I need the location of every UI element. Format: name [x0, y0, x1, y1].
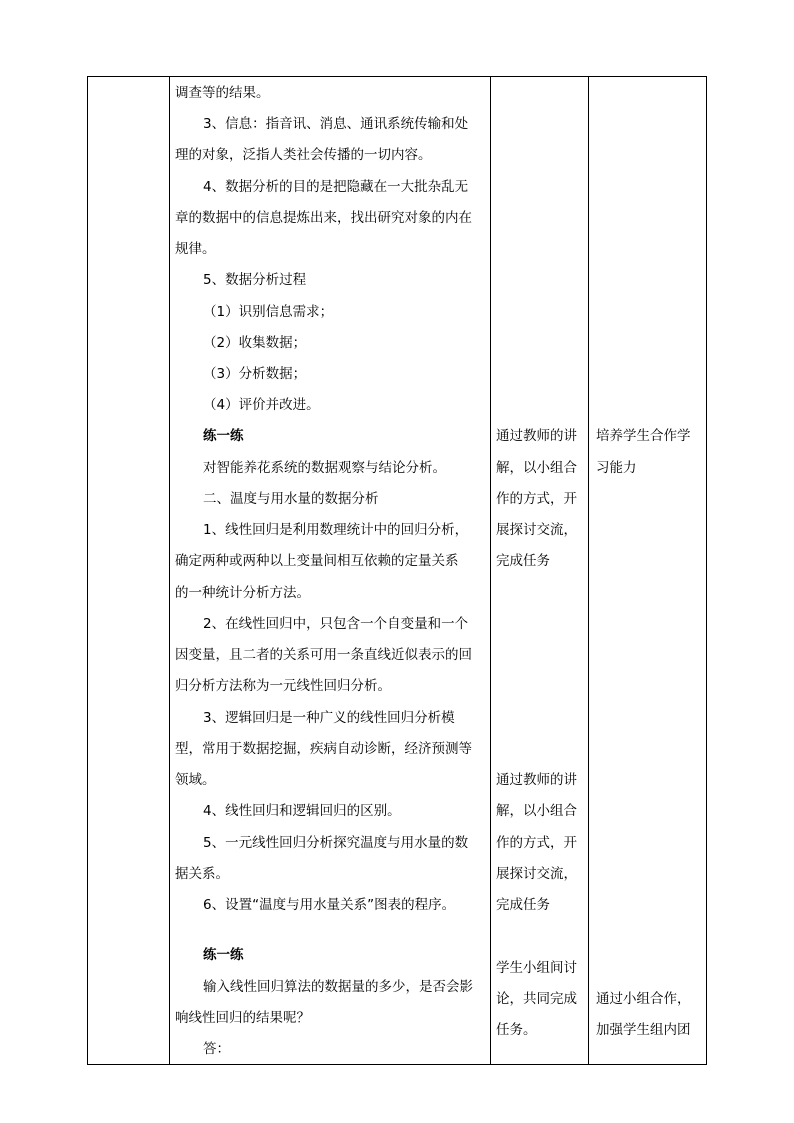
content-line: （4）评价并改进。	[203, 397, 320, 413]
content-line: 输入线性回归算法的数据量的多少，是否会影	[203, 979, 473, 995]
activity-line: 展探讨交流，	[496, 522, 577, 538]
activity-line: 解，以小组合	[496, 803, 577, 819]
activity-line: 作的方式，开	[496, 491, 577, 507]
content-line: 4、数据分析的目的是把隐藏在一大批杂乱无	[203, 179, 469, 195]
exercise-heading: 练一练	[203, 947, 244, 963]
activity-line: 通过教师的讲	[496, 428, 577, 444]
content-line: 1、线性回归是利用数理统计中的回归分析，	[203, 522, 469, 538]
design-intent-column	[588, 77, 706, 1064]
content-line: （2）收集数据；	[203, 335, 307, 351]
section-heading: 二、温度与用水量的数据分析	[203, 491, 379, 507]
content-line: 调查等的结果。	[175, 85, 270, 101]
content-line: 理的对象，泛指人类社会传播的一切内容。	[175, 147, 432, 163]
content-line: 对智能养花系统的数据观察与结论分析。	[203, 460, 446, 476]
content-line: （3）分析数据；	[203, 366, 307, 382]
content-line: 型，常用于数据挖掘，疾病自动诊断，经济预测等	[175, 741, 472, 757]
activity-line: 论，共同完成	[496, 991, 577, 1007]
activity-line: 展探讨交流，	[496, 866, 577, 882]
content-line: 答：	[203, 1041, 230, 1057]
activity-line: 通过教师的讲	[496, 772, 577, 788]
exercise-heading: 练一练	[203, 428, 244, 444]
content-line: 3、信息：指音讯、消息、通讯系统传输和处	[203, 116, 469, 132]
content-line: 的一种统计分析方法。	[175, 585, 310, 601]
content-line: 确定两种或两种以上变量间相互依赖的定量关系	[175, 553, 459, 569]
section-column	[88, 77, 169, 1064]
content-line: 领域。	[175, 772, 216, 788]
content-line: （1）识别信息需求；	[203, 304, 334, 320]
content-line: 5、数据分析过程	[203, 272, 307, 288]
activity-line: 解，以小组合	[496, 460, 577, 476]
content-line: 响线性回归的结果呢？	[175, 1010, 310, 1026]
activity-line: 完成任务	[496, 897, 550, 913]
activity-line: 作的方式，开	[496, 835, 577, 851]
content-line: 据关系。	[175, 866, 229, 882]
content-line: 因变量，且二者的关系可用一条直线近似表示的回	[175, 647, 472, 663]
lesson-plan-table	[87, 76, 707, 1065]
content-line: 归分析方法称为一元线性回归分析。	[175, 678, 391, 694]
content-line: 规律。	[175, 241, 216, 257]
student-activity-column	[490, 77, 588, 1064]
intent-line: 加强学生组内团	[596, 1022, 691, 1038]
intent-line: 通过小组合作，	[596, 991, 691, 1007]
activity-line: 学生小组间讨	[496, 960, 577, 976]
content-line: 章的数据中的信息提炼出来，找出研究对象的内在	[175, 210, 472, 226]
activity-line: 完成任务	[496, 553, 550, 569]
content-line: 6、设置“温度与用水量关系”图表的程序。	[203, 897, 456, 913]
content-line: 2、在线性回归中，只包含一个自变量和一个	[203, 616, 469, 632]
content-line: 4、线性回归和逻辑回归的区别。	[203, 803, 401, 819]
intent-line: 习能力	[596, 460, 637, 476]
content-column	[169, 77, 490, 1064]
intent-line: 培养学生合作学	[596, 428, 691, 444]
content-line: 5、一元线性回归分析探究温度与用水量的数	[203, 835, 469, 851]
content-line: 3、逻辑回归是一种广义的线性回归分析模	[203, 710, 455, 726]
activity-line: 任务。	[496, 1022, 537, 1038]
